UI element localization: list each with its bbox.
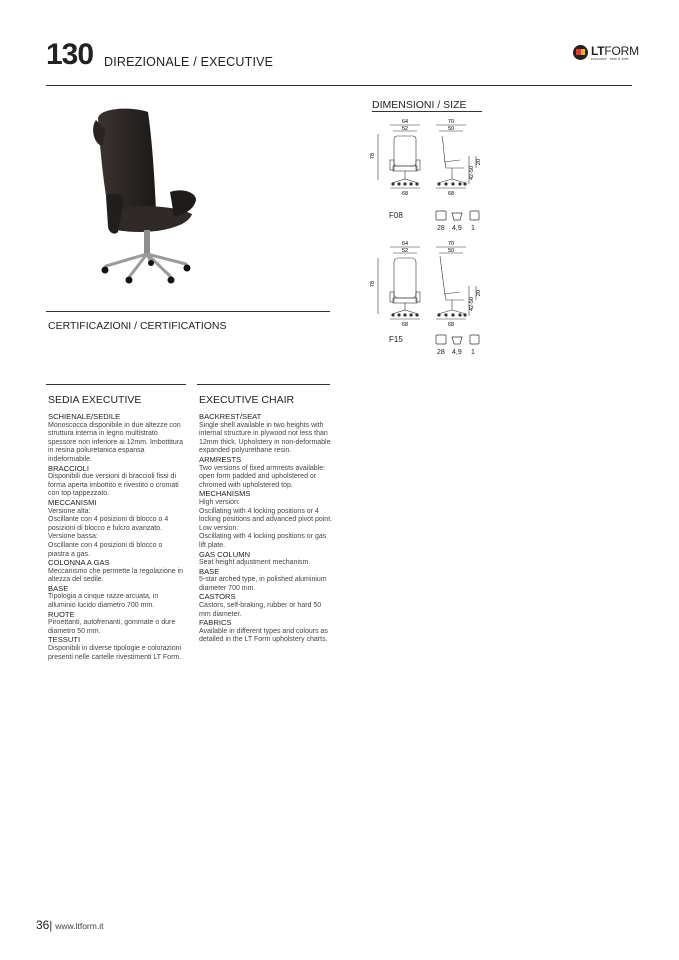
brand-logo [573,44,639,64]
dim-base-side: 68 [447,191,455,197]
dim-seat-height: 42-50 [469,296,475,312]
spec-heading: ARMRESTS [199,454,242,464]
logo-tagline: executive · task & seat [591,57,629,61]
spec-heading: BASE [199,566,220,576]
volume-icon [436,211,446,220]
chair-armrest-right [170,190,196,216]
dim-base-side: 68 [447,322,455,328]
spec-heading: RUOTE [48,609,75,619]
spec-body: High version: Oscillating with 4 locking positions or 4 locking positions and advanced pivot point. Low version: Oscillating with 4 locking positions or gas lift plate. [199,498,333,549]
english-column-rule [197,384,330,385]
spec-heading: COLONNA A GAS [48,558,110,568]
spec-body: Single shell available in two heights with internal structure in plywood not less than 12mm thick. Upholstery in non-deformable expanded polyurethane resin. [199,421,331,455]
italian-column-rule [46,384,186,385]
f08-spec-icons [434,210,482,222]
spec-body: Two versions of fixed armrests available: open form padded and upholstered or chromed with upholstered top. [199,464,326,489]
spec-heading: CASTORS [199,592,236,602]
page-number: 130 [46,38,94,71]
spec-section [199,456,334,490]
spec-body: Disponibili due versioni di braccioli fissi di forma aperta imbottito e rivestito o cromati con top tappezzato. [48,473,179,498]
logo-mark-icon [573,45,588,60]
spec-body: Tipologia a cinque razze arcuata, in alluminio lucido diametro 700 mm. [48,593,159,610]
f15-stat-boxes: 1 [471,349,475,356]
spec-section [199,593,334,619]
dim-depth-inner: 50 [447,248,455,254]
f08-stat-boxes: 1 [471,225,475,232]
english-title: EXECUTIVE CHAIR [199,394,295,406]
spec-section [199,551,334,568]
spec-section [48,559,183,585]
spec-section [48,611,183,637]
diagram-f15 [368,238,488,328]
dim-depth-inner: 50 [447,126,455,132]
footer-website-link[interactable]: www.ltform.it [55,921,104,931]
f08-stat-weight: 4,9 [452,225,462,232]
weight-icon [452,337,462,344]
dim-width-inner: 52 [401,126,409,132]
dim-width-inner: 52 [401,248,409,254]
spec-section [48,413,183,465]
dim-seat-height: 42-50 [469,165,475,181]
spec-heading: GAS COLUMN [199,549,251,559]
spec-body: Monoscocca disponibile in due altezze con struttura interna in legno multistrato spessore non inferiore ai 12mm. Imbottitura in resina poliuretanica espansa indeformabile. [48,421,184,463]
spec-heading: MECCANISMI [48,497,97,507]
spec-section [48,499,183,559]
spec-heading: BASE [48,583,69,593]
dim-arm-height: 20 [476,158,482,166]
spec-section [48,636,183,662]
dim-width-outer: 64 [401,119,409,125]
footer-separator: | [49,920,53,932]
spec-body: Available in different types and colours as detailed in the LT Form upholstery charts. [199,627,328,644]
f15-stat-weight: 4,9 [452,349,462,356]
spec-body: Castors, self-braking, rubber or hard 50 mm diameter. [199,602,322,618]
chair-photo [70,100,220,285]
diagram-f08 [368,116,488,198]
spec-heading: FABRICS [199,618,232,628]
spec-heading: SCHIENALE/SEDILE [48,412,121,421]
dim-base-front: 68 [401,191,409,197]
section-title: DIREZIONALE / EXECUTIVE [104,55,274,69]
spec-heading: BRACCIOLI [48,463,89,473]
spec-body: Disponibili in diverse tipologie e colorazioni presenti nelle cartelle rivestimenti LT Form. [48,645,182,661]
english-specs [199,413,334,645]
dim-depth-outer: 70 [447,119,455,125]
spec-section [199,568,334,594]
model-code-f08: F08 [389,211,403,220]
dimensions-rule [372,111,482,112]
logo-wordmark: LTFORM [591,44,639,58]
footer-page-number: 36 [36,918,50,932]
box-icon [470,335,479,344]
spec-section [199,619,334,645]
page-footer [36,918,103,932]
certifications-rule [46,311,330,312]
spec-body: 5-star arched type, in polished aluminium diameter 700 mm. [199,576,327,592]
box-icon [470,211,479,220]
spec-body: Meccanismo che permette la regolazione in altezza del sedile. [48,567,184,584]
dim-width-outer: 64 [401,241,409,247]
volume-icon [436,335,446,344]
spec-heading: BACKREST/SEAT [199,412,262,421]
spec-body: Piroettanti, autofrenanti, gommate o dure diametro 50 mm. [48,619,176,635]
model-code-f15: F15 [389,335,403,344]
f08-stat-volume: 28 [437,225,445,232]
italian-specs [48,413,183,662]
chair-gas-column [144,230,150,254]
dim-height: 78 [370,152,376,160]
spec-section [199,490,334,550]
f15-stat-volume: 28 [437,349,445,356]
spec-section [199,413,334,456]
dim-depth-outer: 70 [447,241,455,247]
italian-title: SEDIA EXECUTIVE [48,394,142,406]
spec-body: Versione alta: Oscillante con 4 posizioni di blocco o 4 posizioni di blocco e fulcro avanzato. Versione bassa: Oscillante con 4 posizioni di blocco o piastra a gas. [48,507,169,558]
f15-spec-icons [434,334,482,346]
weight-icon [452,213,462,220]
spec-section [48,585,183,611]
spec-body: Seat height adjustment mechanism. [199,559,311,567]
dim-base-front: 68 [401,322,409,328]
spec-heading: TESSUTI [48,635,81,645]
certifications-title: CERTIFICAZIONI / CERTIFICATIONS [48,320,227,332]
header-rule [46,85,632,86]
spec-section [48,465,183,499]
dim-arm-height: 20 [476,289,482,297]
dimensions-title: DIMENSIONI / SIZE [372,99,467,111]
dim-height: 78 [370,280,376,288]
chair-base [106,254,186,276]
spec-heading: MECHANISMS [199,489,251,499]
